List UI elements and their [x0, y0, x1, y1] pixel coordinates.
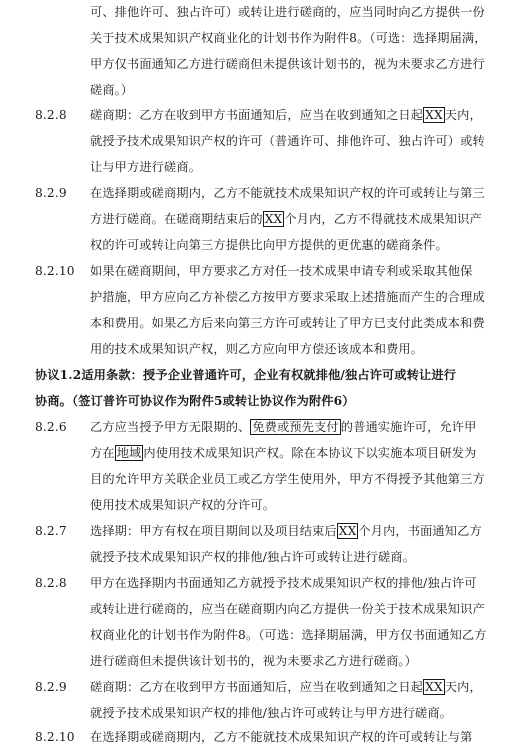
text-segment: 磋商期：乙方在收到甲方书面通知后，应当在收到通知之日起 [90, 680, 424, 694]
text-line: 权商业化的计划书作为附件8。（可选：选择期届满，甲方仅书面通知乙方 [90, 628, 487, 642]
clause-number: 8.2.7 [35, 524, 67, 538]
clause-8-2-10 [35, 263, 472, 279]
placeholder-field: 免费或预先支付 [252, 420, 339, 434]
text-segment: 方进行磋商。在磋商期结束后的 [90, 212, 263, 226]
text-segment: 天内， [444, 108, 482, 122]
clause-number: 8.2.10 [35, 264, 75, 278]
clause-number: 8.2.8 [35, 576, 67, 590]
text-segment: 个月内，乙方不得就技术成果知识产 [284, 212, 482, 226]
text-segment: 磋商期：乙方在收到甲方书面通知后，应当在收到通知之日起 [90, 108, 424, 122]
text-line: 就授予技术成果知识产权的许可（普通许可、排他许可、独占许可）或转 [90, 134, 485, 148]
clause-number: 8.2.6 [35, 420, 67, 434]
text-line: 磋商。） [90, 83, 134, 97]
clause-8-2-9-b [35, 679, 482, 695]
text-segment: 方在 [90, 446, 115, 460]
text-segment: 如果在磋商期间，甲方要求乙方对任一技术成果申请专利或采取其他保 [90, 264, 473, 278]
text-line [90, 211, 482, 227]
text-line: 用的技术成果知识产权，则乙方应向甲方偿还该成本和费用。 [90, 342, 424, 356]
text-segment: 个月内，书面通知乙方 [358, 524, 482, 538]
text-line: 关于技术成果知识产权商业化的计划书作为附件8。（可选：选择期届满， [90, 31, 487, 45]
placeholder-field: XX [425, 680, 443, 694]
clause-8-2-10-b [35, 729, 472, 745]
text-line: 使用技术成果知识产权的分许可。 [90, 498, 276, 512]
clause-8-2-7 [35, 523, 482, 539]
text-line: 本和费用。如果乙方后来向第三方许可或转让了甲方已支付此类成本和费 [90, 316, 485, 330]
text-segment: 天内， [444, 680, 482, 694]
text-line: 护措施，甲方应向乙方补偿乙方按甲方要求采取上述措施而产生的合理成 [90, 290, 485, 304]
text-segment: 在选择期或磋商期内，乙方不能就技术成果知识产权的许可或转让与第三 [90, 186, 485, 200]
text-line: 让与甲方进行磋商。 [90, 160, 202, 174]
text-line: 就授予技术成果知识产权的排他/独占许可或转让与甲方进行磋商。 [90, 706, 453, 720]
placeholder-field: XX [264, 212, 283, 226]
text-segment: 乙方应当授予甲方无限期的、 [90, 420, 251, 434]
clause-number: 8.2.10 [35, 730, 75, 744]
text-line: 进行磋商但未提供该计划书的，视为未要求乙方进行磋商。） [90, 654, 418, 668]
clause-number: 8.2.8 [35, 108, 67, 122]
clause-8-2-9 [35, 185, 485, 201]
clause-8-2-6 [35, 419, 476, 435]
clause-8-2-8 [35, 107, 482, 123]
text-line: 就授予技术成果知识产权的排他/独占许可或转让进行磋商。 [90, 550, 416, 564]
text-line: 甲方仅书面通知乙方进行磋商但未提供该计划书的，视为未要求乙方进行 [90, 57, 485, 71]
text-segment: 在选择期或磋商期内，乙方不能就技术成果知识产权的许可或转让与第 [90, 730, 473, 744]
text-line: 权的许可或转让向第三方提供比向甲方提供的更优惠的磋商条件。 [90, 238, 448, 252]
section-heading: 协商。（签订普许可协议作为附件5或转让协议作为附件6） [35, 394, 355, 408]
clause-number: 8.2.9 [35, 186, 67, 200]
text-line [90, 445, 477, 461]
text-segment: 选择期：甲方有权在项目期间以及项目结束后 [90, 524, 337, 538]
clause-8-2-8-b [35, 575, 477, 591]
text-line: 或转让进行磋商的，应当在磋商期内向乙方提供一份关于技术成果知识产 [90, 602, 485, 616]
text-segment: 甲方在选择期内书面通知乙方就授予技术成果知识产权的排他/独占许可 [90, 576, 477, 590]
placeholder-field: 地域 [116, 446, 142, 460]
text-segment: 内使用技术成果知识产权。除在本协议下以实施本项目研发为 [143, 446, 477, 460]
placeholder-field: XX [425, 108, 443, 122]
placeholder-field: XX [338, 524, 357, 538]
text-segment: 的普通实施许可，允许甲 [340, 420, 477, 434]
text-line: 可、排他许可、独占许可）或转让进行磋商的，应当同时向乙方提供一份 [90, 5, 485, 19]
section-heading: 协议1.2适用条款：授予企业普通许可，企业有权就排他/独占许可或转让进行 [35, 368, 457, 382]
clause-number: 8.2.9 [35, 680, 67, 694]
text-line: 目的允许甲方关联企业员工或乙方学生使用外，甲方不得授予其他第三方 [90, 472, 485, 486]
